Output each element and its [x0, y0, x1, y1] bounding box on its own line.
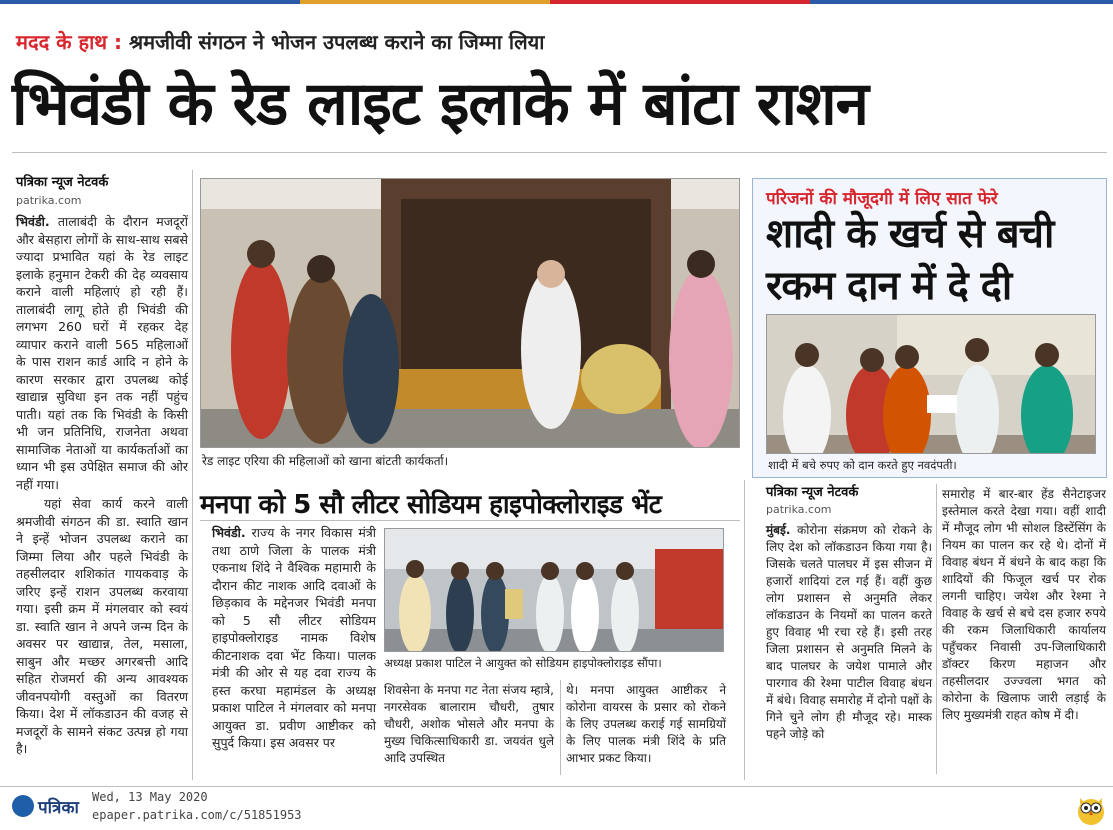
sub-paragraph-2: शिवसेना के मनपा गट नेता संजय म्हात्रे, नगरसेवक बालाराम चौधरी, तुषार चौधरी, अशोक भोसले और मनपा के मुख्य चिकित्साधिकारी डा. जयवंत धुले आदि उपस्थित	[384, 683, 554, 765]
sub-story-column-1	[212, 522, 376, 777]
sub-story-column-3	[566, 680, 726, 775]
main-dateline: भिवंडी.	[16, 214, 50, 229]
side-paragraph-1	[766, 522, 932, 743]
side-byline: पत्रिका न्यूज नेटवर्क	[766, 485, 859, 500]
side-site: patrika.com	[766, 503, 832, 516]
column-divider-left	[192, 170, 193, 780]
main-photo-caption: रेड लाइट एरिया की महिलाओं को खाना बांटती कार्यकर्ता।	[202, 454, 449, 468]
story-kicker	[16, 28, 544, 55]
main-photo	[200, 178, 740, 448]
column-divider-right	[744, 480, 745, 780]
sub-headline: मनपा को 5 सौ लीटर सोडियम हाइपोक्लोराइड भेंट	[200, 490, 662, 520]
main-paragraph-2: यहां सेवा कार्य करने वाली श्रमजीवी संगठन की डा. स्वाति खान ने इन्हें भोजन उपलब्ध कराने का जिम्मा लिया और पहले भिवंडी के तहसीलदार शशिकांत गायकवाड़ के जरिए इन्हें राशन उपलब्ध करवाया गया। इसी क्रम में मंगलवार को स्वयं डा. स्वाति खान ने अपने जन्म दिन के अवसर पर खाद्यान्न, तेल, मसाला, साबुन और मच्छर अगरबत्ती आदि सहित रोजमर्रा की अन्य आवश्यक जीवनपयोगी वस्तुओं का वितरण किया। देश में लॉकडाउन की वजह से मजदूरों के सामने संकट उत्पन्न हो गया है।	[16, 496, 188, 756]
side-photo-image	[767, 315, 1096, 454]
sub-photo-image	[385, 529, 724, 652]
sub-p1-text: राज्य के नगर विकास मंत्री तथा ठाणे जिला के पालक मंत्री एकनाथ शिंदे ने वैश्विक महामारी के दौरान कीट नाशक आदि दवाओं के छिड़काव के मद्देनजर भिवंडी मनपा को 5 सौ लीटर सोडियम हाइपोक्लोराइड नामक विशेष कीटनाशक दवा भेंट किया। पालक मंत्री की ओर से यह दवा राज्य के हस्त करघा महामंडल के अध्यक्ष प्रकाश पाटिल ने मंगलवार को मनपा आयुक्त डा. प्रवीण आष्टीकर को सुपुर्द किया। इस अवसर पर	[212, 525, 376, 750]
owl-mascot-icon	[1076, 792, 1106, 826]
sub-headline-divider	[200, 520, 740, 521]
main-story-column	[16, 174, 188, 774]
sub-paragraph-3: थे। मनपा आयुक्त आष्टीकर ने कोरोना वायरस के प्रसार को रोकने के लिए उपलब्ध कराई गई सामग्रियों के लिए पालक मंत्री शिंदे के प्रति आभार प्रकट किया।	[566, 683, 726, 765]
side-column-divider	[936, 484, 937, 774]
kicker-label: मदद के हाथ	[16, 30, 108, 54]
sub-photo	[384, 528, 724, 652]
side-story-column-1	[766, 484, 932, 774]
top-color-bar	[0, 0, 1113, 8]
side-p1-text: कोरोना संक्रमण को रोकने के लिए देश को लॉकडाउन किया गया है। जिसके चलते पालघर में इस सीजन में हजारों शादियां टल गई हैं। वहीं कुछ लोग प्रशासन से अनुमति लेकर लॉकडाउन के नियमों का पालन करते हुए विवाह भी रचा रहे हैं। इसी तरह जिला प्रशासन से अनुमति मिलने के बाद पालघर के जयेश पामाले और पारगाव की रेश्मा पाटील विवाह बंधन में बंधे। विवाह समारोह में दोनो पक्षों के गिने चुने लोग ही मौजूद रहे। मास्क पहने जोड़े को	[766, 523, 932, 741]
side-kicker: परिजनों की मौजूदगी में लिए सात फेरे	[766, 189, 998, 209]
edition-date: Wed, 13 May 2020	[92, 790, 208, 804]
sub-story-column-2	[384, 680, 554, 775]
kicker-separator: :	[107, 30, 130, 54]
main-byline: पत्रिका न्यूज नेटवर्क	[16, 175, 109, 190]
side-photo-caption: शादी में बचे रुपए को दान करते हुए नवदंपती।	[768, 458, 957, 472]
sub-column-divider	[560, 680, 561, 775]
main-paragraph-1	[16, 213, 188, 493]
side-paragraph-2: समारोह में बार-बार हेंड सैनेटाइजर इस्तेमाल करते देखा गया। वहीं शादी में मौजूद लोग भी सोशल डिस्टेंसिंग के नियम का पालन कर रहे थे। दोनों में विवाह बंधन में बंधने के बाद कहा कि शादियों की फिजूल खर्च पर रोक लगनी चाहिए। जयेश और रेश्मा ने विवाह के खर्च से बचे दस हजार रुपये की रकम जिलाधिकारी कार्यालय पहुँचकर निवासी उप-जिलाधिकारी डॉक्टर किरण महाजन और तहसीलदार उज्ज्वला भगत को कोरोना के खिलाफ जारी लड़ाई के लिए मुख्यमंत्री राहत कोष में दी।	[942, 487, 1106, 722]
patrika-logo-text: पत्रिका	[38, 798, 79, 818]
sub-paragraph-1	[212, 524, 376, 752]
patrika-logo-icon	[12, 795, 34, 817]
sub-photo-caption: अध्यक्ष प्रकाश पाटिल ने आयुक्त को सोडियम हाइपोक्लोराइड सौंपा।	[384, 656, 662, 670]
side-photo	[766, 314, 1096, 454]
kicker-text: श्रमजीवी संगठन ने भोजन उपलब्ध कराने का जिम्मा लिया	[129, 30, 545, 54]
side-story-column-2	[942, 484, 1106, 774]
main-p1-text: तालाबंदी के दौरान मजदूरों और बेसहारा लोगों के साथ-साथ सबसे ज्यादा प्रभावित यहां के रेड लाइट इलाके हनुमान टेकरी की देह व्यवसाय कराने वाली महिलाएं हो रही हैं। तालाबंदी लागू होते ही भिवंडी की लगभग 260 घरों में रहकर देह व्यापार कराने वाली 565 महिलाओं के पास राशन कार्ड आदि न होने के कारण सरकार द्वारा उपलब्ध कोई खाद्यान्न सुविधा इन तक नहीं पहुंच पाती। यहां तक कि भिवंडी के किसी भी जन प्रतिनिधि, राजनेता अथवा सामाजिक नेताओं या कार्यकर्ताओं का ध्यान भी इस उपेक्षित समाज की ओर नहीं गया।	[16, 214, 188, 492]
footer-divider	[0, 786, 1113, 787]
side-dateline: मुंबई.	[766, 523, 791, 537]
main-site: patrika.com	[16, 193, 82, 207]
main-headline: भिवंडी के रेड लाइट इलाके में बांटा राशन	[12, 69, 868, 139]
sub-dateline: भिवंडी.	[212, 525, 246, 540]
edition-url[interactable]: epaper.patrika.com/c/51851953	[92, 808, 302, 822]
main-photo-image	[201, 179, 740, 448]
headline-divider	[12, 152, 1107, 153]
side-headline: शादी के खर्च से बची रकम दान में दे दी	[766, 211, 1054, 309]
